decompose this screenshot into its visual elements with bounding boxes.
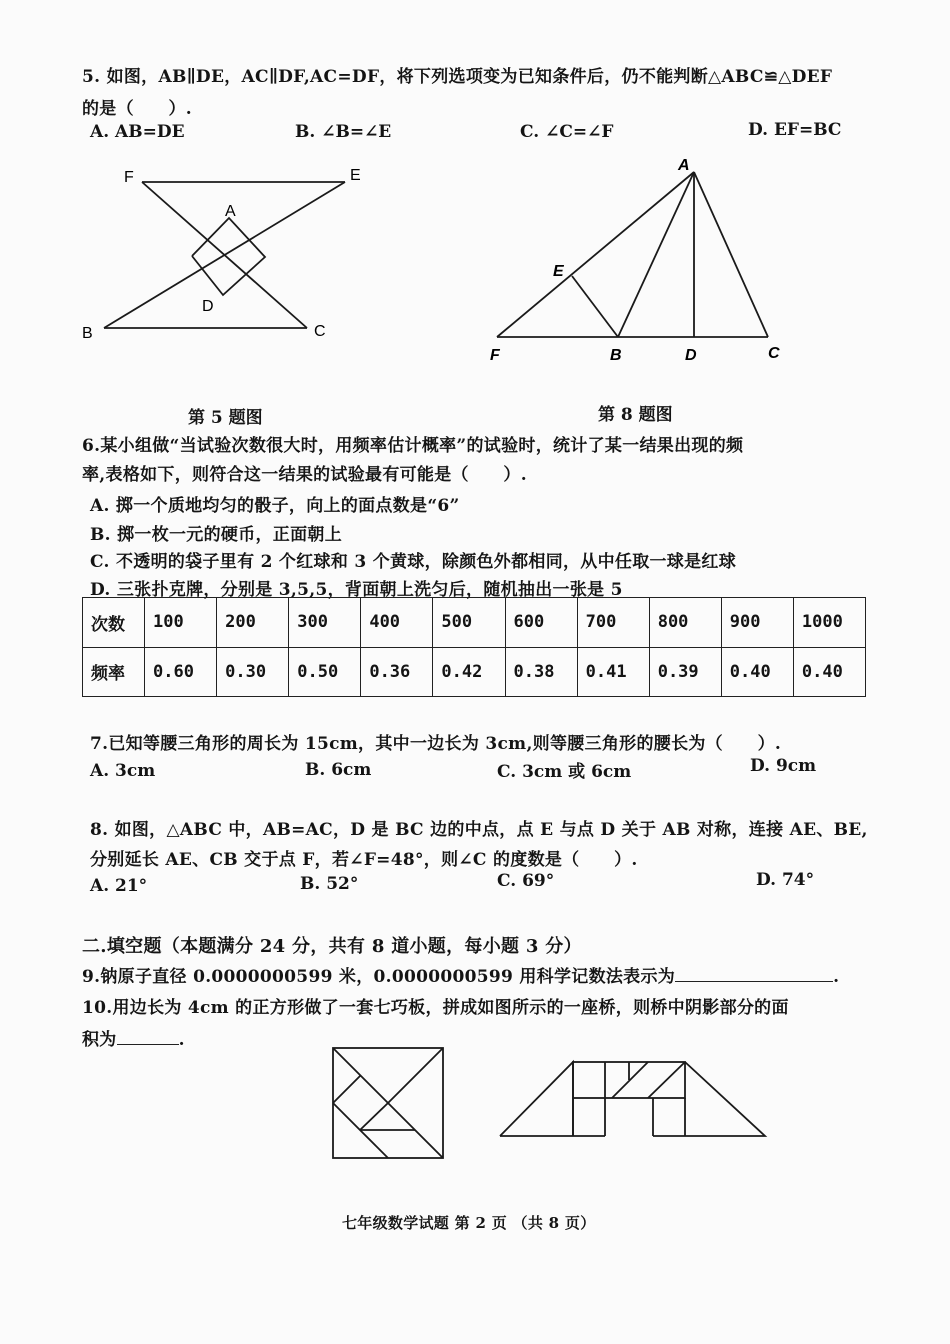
q5-option-b: B. ∠B=∠E [295,122,392,142]
table-cell: 200 [217,598,289,648]
table-cell: 100 [145,598,217,648]
fig8-label-c: C [768,345,780,362]
q6-option-a: A. 掷一个质地均匀的骰子，向上的面点数是“6” [90,496,460,516]
fig8-label-b: B [610,347,622,364]
table-cell: 0.36 [361,647,433,697]
table-cell: 1000 [793,598,865,648]
q10-end: . [178,1030,185,1050]
q9-answer-blank [675,967,833,982]
q7-option-c: C. 3cm 或 6cm [497,762,632,782]
table-cell: 0.30 [217,647,289,697]
section2-title: 二.填空题（本题满分 24 分，共有 8 道小题，每小题 3 分） [82,936,582,957]
table-cell: 0.40 [793,647,865,697]
q7-option-b: B. 6cm [305,760,372,780]
table-cell: 0.40 [721,647,793,697]
page-footer: 七年级数学试题 第 2 页 （共 8 页） [342,1214,596,1232]
q9-text [82,962,839,987]
q5-line1: 5. 如图，AB∥DE，AC∥DF,AC=DF，将下列选项变为已知条件后，仍不能判断△ABC≌△DEF [82,67,833,87]
bridge-divider-4 [648,1062,685,1098]
q5-figure-caption: 第 5 题图 [188,408,263,428]
fig5-label-f: F [124,169,134,186]
table-cell: 500 [433,598,505,648]
table-cell: 0.41 [577,647,649,697]
q8-figure-caption: 第 8 题图 [598,405,673,425]
table-cell: 300 [289,598,361,648]
q5-option-a: A. AB=DE [90,122,185,142]
table-cell: 0.42 [433,647,505,697]
q6-line1: 6.某小组做“当试验次数很大时，用频率估计概率”的试验时，统计了某一结果出现的频 [82,436,744,456]
table-cell: 0.39 [649,647,721,697]
q8-option-c: C. 69° [497,871,555,891]
fig8-label-a: A [678,157,690,174]
q6-option-b: B. 掷一枚一元的硬币，正面朝上 [90,525,343,545]
table-cell: 0.60 [145,647,217,697]
q8-line1: 8. 如图，△ABC 中，AB=AC，D 是 BC 边的中点，点 E 与点 D 关于 AB 对称，连接 AE、BE, [90,820,868,840]
q10-answer-blank [117,1030,179,1045]
figure-q8 [497,172,768,337]
fig5-square [192,218,265,295]
fig8-label-d: D [685,347,697,364]
table-row-counts [83,598,866,648]
table-cell: 800 [649,598,721,648]
table-cell: 400 [361,598,433,648]
fig5-label-a: A [225,203,236,220]
figure-q10-bridge [500,1062,765,1136]
table-cell: 900 [721,598,793,648]
q7-line1: 7.已知等腰三角形的周长为 15cm，其中一边长为 3cm,则等腰三角形的腰长为（ ）. [90,734,782,754]
fig8-label-e: E [553,263,564,280]
bridge-right-triangle [685,1062,765,1136]
fig5-label-e: E [350,167,361,184]
bridge-divider-2 [612,1062,648,1098]
bridge-left-triangle [500,1062,573,1136]
q6-option-d: D. 三张扑克牌，分别是 3,5,5，背面朝上洗匀后，随机抽出一张是 5 [90,580,623,600]
q10-line1: 10.用边长为 4cm 的正方形做了一套七巧板，拼成如图所示的一座桥，则桥中阴影部分的面 [82,998,789,1018]
frequency-table [82,597,866,697]
q7-option-d: D. 9cm [750,756,817,776]
q5-line2: 的是（ ）. [82,99,193,119]
fig8-line-ac [694,172,768,337]
table-head-counts: 次数 [83,598,145,648]
table-cell: 700 [577,598,649,648]
fig8-label-f: F [490,347,500,364]
q5-option-d: D. EF=BC [748,120,842,140]
q8-option-b: B. 52° [300,874,359,894]
q10-prefix: 积为 [82,1030,117,1050]
table-cell: 600 [505,598,577,648]
fig5-label-c: C [314,323,326,340]
table-cell: 0.38 [505,647,577,697]
q6-line2: 率,表格如下，则符合这一结果的试验最有可能是（ ）. [82,465,527,485]
table-cell: 0.50 [289,647,361,697]
q9-end: . [833,967,840,987]
figure-q10-tangram-square [333,1048,443,1158]
tangram-cut-4 [360,1103,388,1130]
table-row-freqs [83,647,866,697]
q10-line2 [82,1025,185,1050]
tangram-diagonal-half [388,1048,443,1103]
fig8-line-fa [497,172,694,337]
q5-option-c: C. ∠C=∠F [520,122,614,142]
tangram-cut-1 [333,1076,360,1103]
q8-option-d: D. 74° [756,870,815,890]
fig5-label-b: B [82,325,93,342]
q9-question: 9.钠原子直径 0.0000000599 米，0.0000000599 用科学记数法表示为 [82,967,676,987]
fig8-line-eb [572,276,618,337]
q7-option-a: A. 3cm [90,761,156,781]
fig5-label-d: D [202,298,214,315]
q8-line2: 分别延长 AE、CB 交于点 F，若∠F=48°，则∠C 的度数是（ ）. [90,850,638,870]
q8-option-a: A. 21° [90,876,148,896]
table-head-freqs: 频率 [83,647,145,697]
fig8-line-ab [618,172,694,337]
q6-option-c: C. 不透明的袋子里有 2 个红球和 3 个黄球，除颜色外都相同，从中任取一球是红球 [90,552,736,572]
